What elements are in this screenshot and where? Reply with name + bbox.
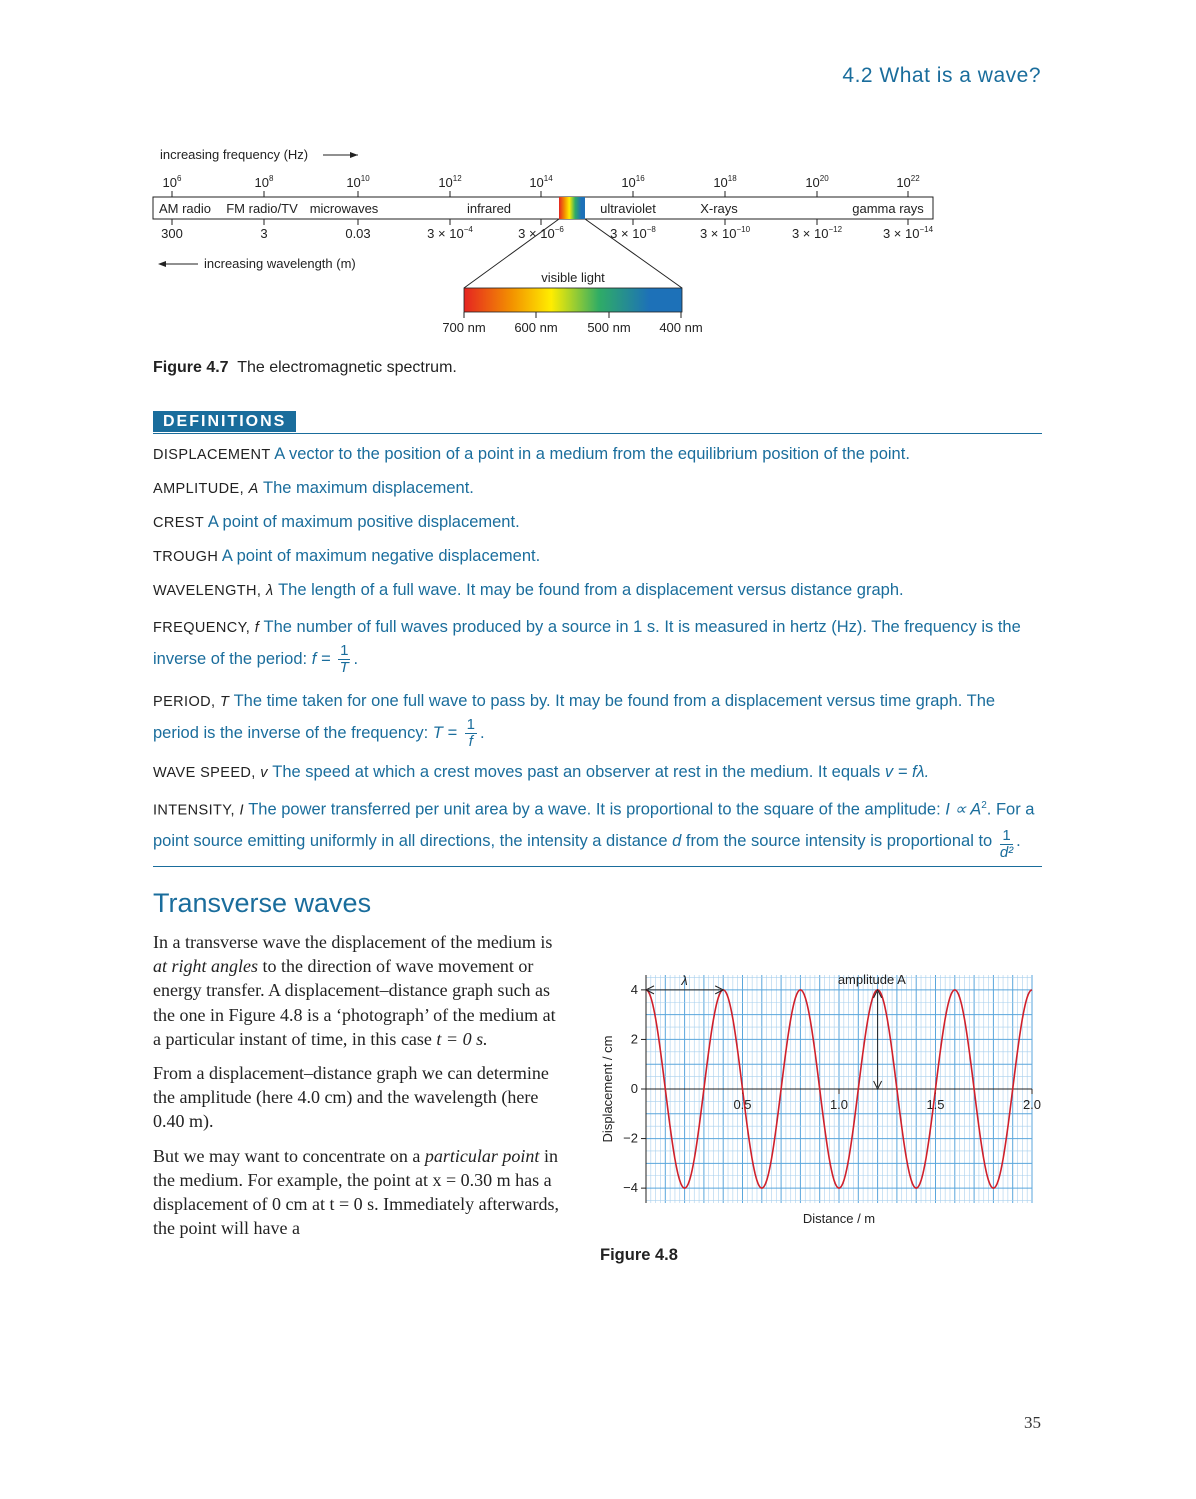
wavelength-axis-label: increasing wavelength (m) xyxy=(204,256,356,271)
x-tick-label: 2.0 xyxy=(1022,1097,1042,1112)
band-label: AM radio xyxy=(158,201,212,216)
def-wavelength: WAVELENGTH, λ The length of a full wave. It may be found from a displacement versus distance graph. xyxy=(153,581,904,599)
visible-spectrum-bar xyxy=(464,288,682,312)
body-text xyxy=(153,930,568,1250)
page-number: 35 xyxy=(1024,1413,1041,1432)
band-label: microwaves xyxy=(309,201,379,216)
frequency-label: $10^{14}$ xyxy=(529,174,553,190)
running-header: 4.2 What is a wave? xyxy=(842,64,1041,87)
frequency-label: $10^{16}$ xyxy=(621,174,645,190)
band-label: X-rays xyxy=(700,201,738,216)
paragraph-3: But we may want to concentrate on a particular point in the medium. For example, the point at x = 0.30 m has a displacement of 0 cm at t = 0 s. Immediately afterwards, the point will have a xyxy=(153,1145,560,1239)
section-title: Transverse waves xyxy=(153,888,372,918)
frequency-label: $10^8$ xyxy=(254,174,274,190)
y-tick-label: −4 xyxy=(623,1180,638,1196)
wavelength-label: $3 \times 10^{-12}$ xyxy=(791,225,843,241)
band-label: ultraviolet xyxy=(600,201,656,216)
frequency-labels xyxy=(163,174,921,190)
chart-axes xyxy=(623,972,1042,1203)
def-trough: TROUGH A point of maximum negative displacement. xyxy=(153,547,541,565)
displacement-distance-chart xyxy=(592,965,1052,1235)
frequency-ticks xyxy=(172,191,908,197)
visible-ticks xyxy=(442,312,702,335)
x-tick-label: 0.5 xyxy=(733,1097,752,1112)
def-crest: CREST A point of maximum positive displacement. xyxy=(153,513,520,531)
y-tick-label: 0 xyxy=(630,1081,638,1096)
frequency-formula-fraction: $\frac{1}{T}$ xyxy=(339,642,349,676)
wavelength-label: 0.03 xyxy=(345,226,371,241)
band-label: gamma rays xyxy=(852,201,924,216)
figure-4-7-caption xyxy=(153,359,457,377)
wavelength-label: 300 xyxy=(161,226,183,241)
frequency-label: $10^{22}$ xyxy=(896,174,920,190)
band-labels xyxy=(159,201,924,216)
lambda-label: λ xyxy=(681,972,688,988)
frequency-label: $10^{12}$ xyxy=(438,174,462,190)
visible-band-strip xyxy=(559,197,585,219)
frequency-label: $10^{10}$ xyxy=(346,174,370,190)
y-tick-label: 2 xyxy=(630,1031,638,1047)
wavelength-ticks xyxy=(172,219,908,225)
figure-4-7-label: Figure 4.7 xyxy=(153,359,229,376)
def-displacement: DISPLACEMENT A vector to the position of a point in a medium from the equilibrium position of the point. xyxy=(153,445,910,463)
wavelength-label: $3 \times 10^{-10}$ xyxy=(699,225,751,241)
y-tick-label: −2 xyxy=(623,1130,638,1146)
definitions-list xyxy=(153,443,1042,872)
visible-light-label: visible light xyxy=(541,270,605,285)
frequency-label: $10^6$ xyxy=(162,174,182,190)
x-tick-label: 1.5 xyxy=(926,1097,945,1112)
period-formula-fraction: $\frac{1}{f}$ xyxy=(466,716,476,750)
wavelength-label: $3 \times 10^{-4}$ xyxy=(427,225,473,241)
def-period: PERIOD, T The time taken for one full wave to pass by. It may be found from a displacement versus time graph. The period is the inverse of the frequency: T = $\frac{1}{f}$ . xyxy=(153,692,996,750)
x-tick-label: 1.0 xyxy=(829,1097,849,1112)
definitions-top-rule xyxy=(153,433,1042,434)
definitions-banner: DEFINITIONS xyxy=(153,411,296,432)
visible-tick-label: 600 nm xyxy=(514,320,558,335)
def-frequency: FREQUENCY, f The number of full waves produced by a source in 1 s. It is measured in hertz (Hz). The frequency is the inverse of the period: f = $\frac{1}{T}$ . xyxy=(153,618,1021,676)
y-axis-label: Displacement / cm xyxy=(600,1035,615,1143)
visible-tick-label: 400 nm xyxy=(659,320,703,335)
wavelength-label: $3 \times 10^{-14}$ xyxy=(882,225,934,241)
freq-axis-label: increasing frequency (Hz) xyxy=(160,147,309,162)
figure-4-7-text: The electromagnetic spectrum. xyxy=(237,359,457,376)
wavelength-label: 3 xyxy=(260,226,268,241)
figure-4-8-caption: Figure 4.8 xyxy=(600,1246,678,1264)
band-label: FM radio/TV xyxy=(226,201,298,216)
wavelength-label: $3 \times 10^{-6}$ xyxy=(518,225,564,241)
visible-tick-label: 500 nm xyxy=(587,320,631,335)
visible-tick-label: 700 nm xyxy=(442,320,486,335)
def-intensity: INTENSITY, I The power transferred per unit area by a wave. It is proportional to the square of the amplitude: $I \propto A^2$. For a point source emitting uniformly in all directions, the intensity a distance d from the source intensity is proportional to $\frac{1}{\text{d²}}$ . xyxy=(153,800,1035,861)
definitions-bottom-rule xyxy=(153,866,1042,867)
em-spectrum-diagram xyxy=(150,140,950,350)
def-amplitude: AMPLITUDE, A The maximum displacement. xyxy=(153,479,474,497)
frequency-label: $10^{20}$ xyxy=(805,174,829,190)
wavelength-arrow-head xyxy=(158,261,166,267)
paragraph-2: From a displacement–distance graph we can determine the amplitude (here 4.0 cm) and the wavelength (here 0.40 m). xyxy=(153,1063,549,1132)
y-tick-label: 4 xyxy=(630,981,638,997)
x-axis-label: Distance / m xyxy=(802,1211,876,1226)
freq-arrow-head xyxy=(350,152,358,158)
intensity-formula-fraction: $\frac{1}{\text{d²}}$ xyxy=(999,826,1014,861)
paragraph-1: In a transverse wave the displacement of the medium is at right angles to the direction of wave movement or energy transfer. A displacement–distance graph such as the one in Figure 4.8 is a ‘photograph’ of the medium at a particular instant of time, in this case t = 0 s. xyxy=(153,932,556,1049)
frequency-label: $10^{18}$ xyxy=(713,174,737,190)
def-wave-speed: WAVE SPEED, v The speed at which a crest moves past an observer at rest in the medium. It equals v = fλ. xyxy=(153,763,930,781)
band-label: infrared xyxy=(466,201,512,216)
amplitude-label: amplitude A xyxy=(837,971,906,987)
wavelength-label: $3 \times 10^{-8}$ xyxy=(610,225,656,241)
